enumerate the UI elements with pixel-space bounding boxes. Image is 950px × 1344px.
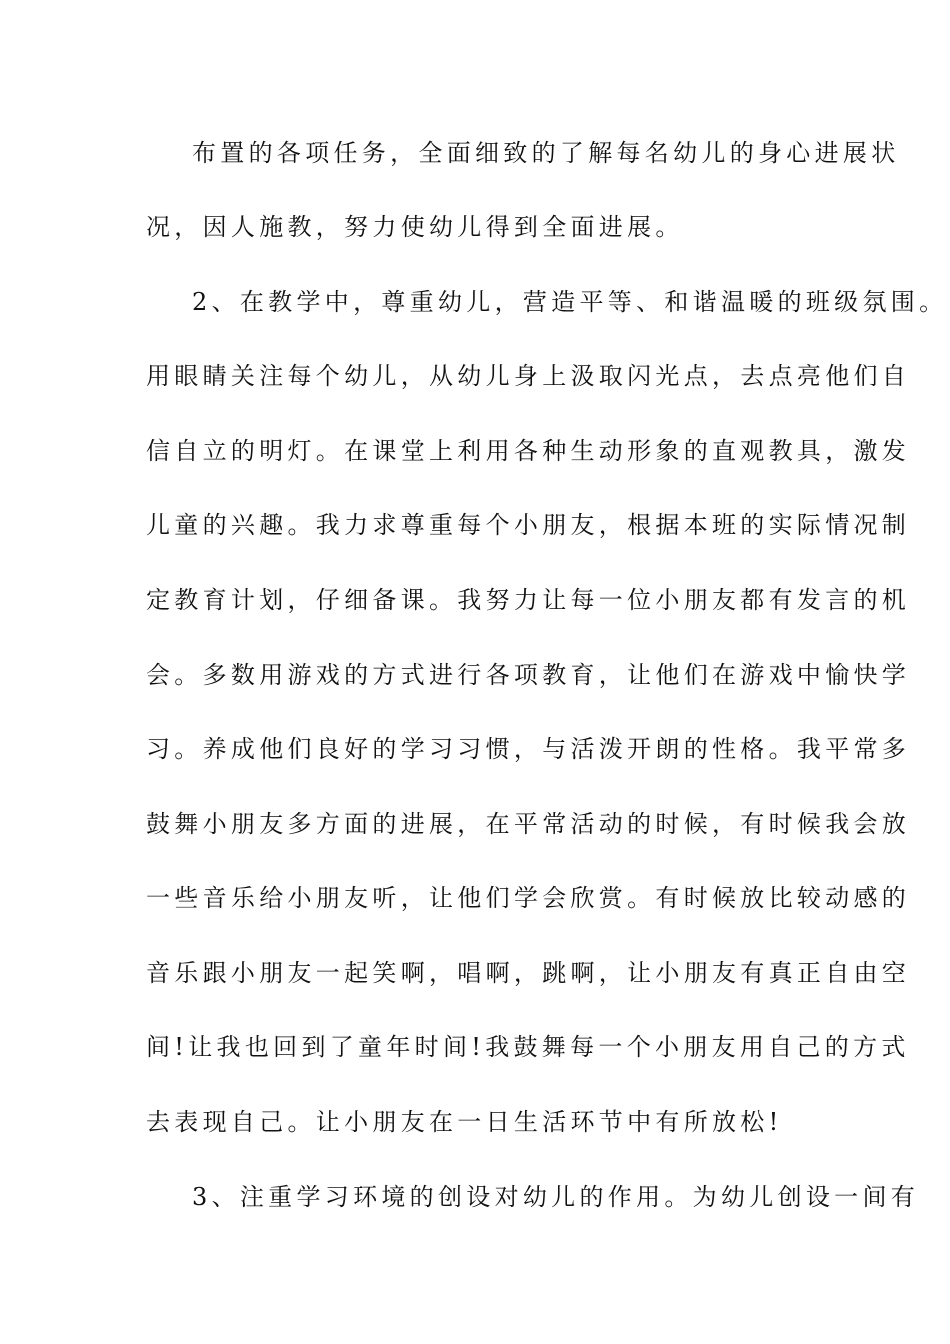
text-line-11: 一些音乐给小朋友听，让他们学会欣赏。有时候放比较动感的: [146, 884, 911, 912]
text-line-7: 定教育计划，仔细备课。我努力让每一位小朋友都有发言的机: [146, 586, 911, 614]
text-line-1: 布置的各项任务，全面细致的了解每名幼儿的身心进展状: [192, 139, 900, 167]
text-line-4: 用眼睛关注每个幼儿，从幼儿身上汲取闪光点，去点亮他们自: [146, 362, 911, 390]
text-line-5: 信自立的明灯。在课堂上利用各种生动形象的直观教具，激发: [146, 437, 911, 465]
text-line-6: 儿童的兴趣。我力求尊重每个小朋友，根据本班的实际情况制: [146, 511, 911, 539]
text-line-13: 间!让我也回到了童年时间!我鼓舞每一个小朋友用自己的方式: [146, 1033, 910, 1061]
text-line-2: 况，因人施教，努力使幼儿得到全面进展。: [146, 213, 684, 241]
text-line-12: 音乐跟小朋友一起笑啊，唱啊，跳啊，让小朋友有真正自由空: [146, 959, 911, 987]
text-line-10: 鼓舞小朋友多方面的进展，在平常活动的时候，有时候我会放: [146, 810, 911, 838]
text-line-15: 3、注重学习环境的创设对幼儿的作用。为幼儿创设一间有: [192, 1183, 920, 1211]
text-line-14: 去表现自己。让小朋友在一日生活环节中有所放松!: [146, 1108, 783, 1136]
text-line-9: 习。养成他们良好的学习习惯，与活泼开朗的性格。我平常多: [146, 735, 911, 763]
text-line-8: 会。多数用游戏的方式进行各项教育，让他们在游戏中愉快学: [146, 661, 911, 689]
text-line-3: 2、在教学中，尊重幼儿，营造平等、和谐温暖的班级氛围。: [192, 288, 948, 316]
